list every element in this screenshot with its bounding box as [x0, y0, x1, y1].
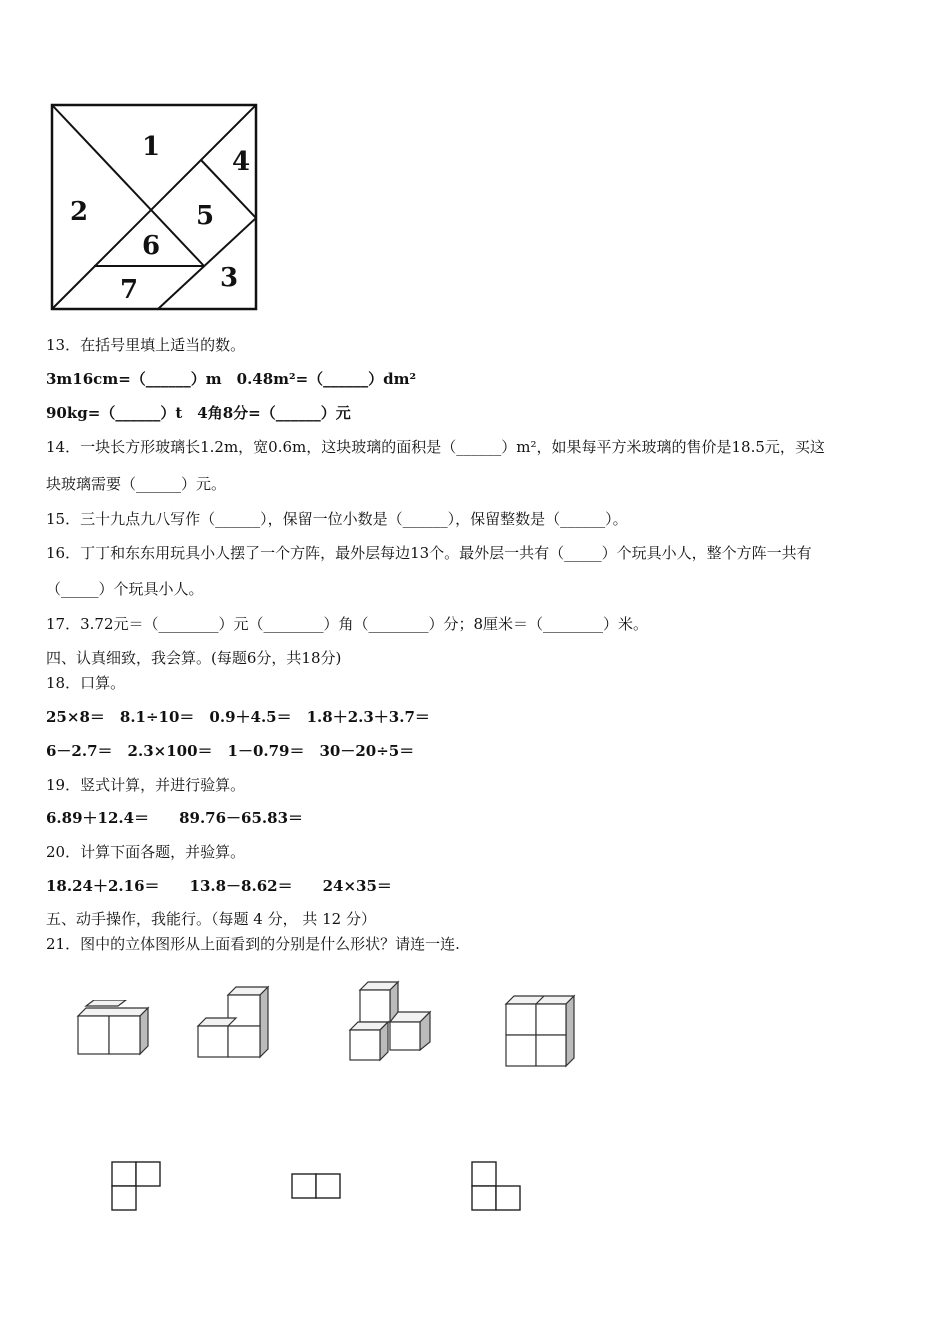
top-view-1 — [110, 1160, 166, 1216]
tangram-label-1: 1 — [142, 132, 161, 162]
tangram-label-4: 4 — [232, 147, 251, 177]
tangram-figure — [46, 100, 262, 312]
q19-title: 19．竖式计算，并进行验算。 — [46, 776, 246, 794]
q15-line1: 15．三十九点九八写作（______），保留一位小数是（______），保留整数是（______）。 — [46, 510, 628, 528]
tangram-label-6: 6 — [142, 231, 161, 261]
top-view-2 — [290, 1172, 346, 1202]
q21-title: 21．图中的立体图形从上面看到的分别是什么形状？请连一连. — [46, 935, 460, 953]
q18-row1: 25×8＝ 8.1÷10＝ 0.9＋4.5＝ 1.8＋2.3＋3.7＝ — [46, 708, 430, 726]
q14-line1: 14．一块长方形玻璃长1.2m，宽0.6m，这块玻璃的面积是（______）m²，如果每平方米玻璃的售价是18.5元，买这 — [46, 438, 825, 456]
q13-title: 13．在括号里填上适当的数。 — [46, 336, 246, 354]
q20-title: 20．计算下面各题，并验算。 — [46, 843, 246, 861]
tangram-label-2: 2 — [70, 197, 89, 227]
tangram-label-3: 3 — [220, 263, 239, 293]
q20-row1: 18.24＋2.16＝ 13.8－8.62＝ 24×35＝ — [46, 877, 392, 895]
section5-title: 五、动手操作，我能行。（每题 4 分， 共 12 分） — [46, 910, 376, 928]
q18-row2: 6－2.7＝ 2.3×100＝ 1－0.79＝ 30－20÷5＝ — [46, 742, 415, 760]
top-view-3 — [470, 1160, 526, 1216]
solid-figure-1 — [74, 1000, 154, 1060]
q13-row2: 90kg=（______）t 4角8分=（______）元 — [46, 404, 351, 422]
q16-line2: （_____）个玩具小人。 — [46, 580, 204, 598]
q16-line1: 16．丁丁和东东用玩具小人摆了一个方阵，最外层每边13个。最外层一共有（_____）个玩具小人，整个方阵一共有 — [46, 544, 812, 562]
q18-title: 18．口算。 — [46, 674, 126, 692]
q13-row1: 3m16cm=（______）m 0.48m²=（______）dm² — [46, 370, 417, 388]
q17-line1: 17．3.72元＝（________）元（________）角（________）分；8厘米＝（________）米。 — [46, 615, 649, 633]
solid-figure-4 — [502, 992, 582, 1072]
tangram-label-5: 5 — [196, 201, 215, 231]
tangram-label-7: 7 — [120, 275, 139, 305]
section4-title: 四、认真细致，我会算。(每题6分，共18分) — [46, 649, 342, 667]
q14-line2: 块玻璃需要（______）元。 — [46, 475, 227, 493]
solid-figure-2 — [196, 985, 276, 1065]
solid-figure-3 — [348, 978, 438, 1068]
q19-row1: 6.89＋12.4＝ 89.76－65.83＝ — [46, 809, 304, 827]
